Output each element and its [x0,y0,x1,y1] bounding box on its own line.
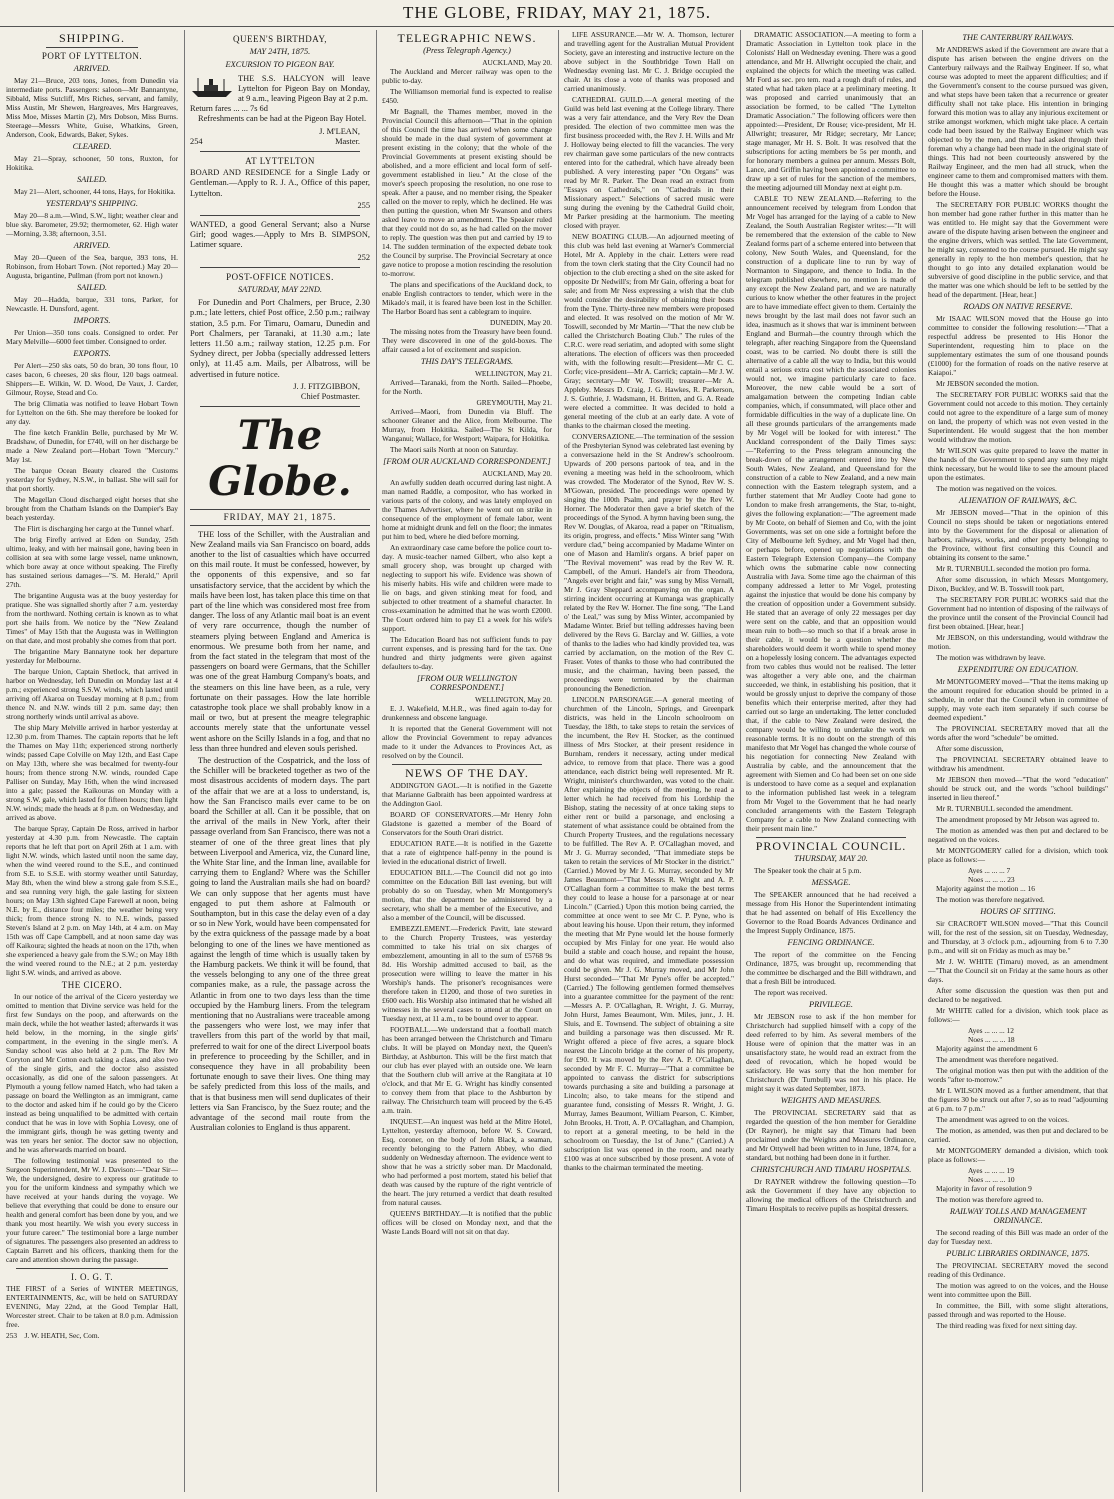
paragraph: EDUCATION BILL.—The Council did not go into committee on the Education Bill last evening, but will probably do so on Tuesday, when Mr Montgomery's motion, that the department be administered by a secretary, who shall be a member of the Executive, and also a member of the Council, will be discussed. [382,868,552,922]
post-office-date: SATURDAY, MAY 22ND. [237,285,323,295]
paragraph: After some discussion, [936,744,1004,753]
paragraph: May 20—Hadda, barque, 331 tons, Parker, for Newcastle. H. Dunsford, agent. [6,295,178,313]
paragraph: May 21—Alert, schooner, 44 tons, Hays, for Hokitika. [14,187,176,196]
dateline-location: GREYMOUTH, May 21. [476,398,552,407]
subheading: [FROM OUR WELLINGTON CORRESPONDENT.] [417,674,517,692]
dateline-location: WELLINGTON, May 20. [474,695,552,704]
division-majority: Majority against the amendment 6 [936,1044,1038,1053]
paragraph: Arrived—Maori, from Dunedin via Bluff. The schooner Gleaner and the Alice, from Melbourne. The Murray, from Hokitika. Sailed—The St Kilda, for Wanganui; Wallace, for Westport; Waipara, for Hokitika. [382,407,552,443]
subheading: HOURS OF SITTING. [980,907,1056,916]
paragraph: Dr RAYNER withdrew the following question—To ask the Government if they have any objection to allowing the medical officers of the Christchurch and Timaru Hospitals to receive pupils as hospital dressers. [746,1177,916,1213]
paragraph: The brig Firefly arrived at Eden on Sunday, 25th ultimo, leaky, and with her mainsail gone, having been in collision at sea with some large vessel, name unknown, which bore away at once without speaking. The Firefly has sustained serious damages—"S. M. Herald," April 27th. [6,535,178,589]
column-rule [376,30,377,1492]
paragraph: The amendment proposed by Mr Jebson was agreed to. [936,815,1100,824]
paragraph: The amendment was therefore negatived. [936,1055,1059,1064]
division-noes: Noes ... ... ... 18 [968,1035,1015,1044]
cicero-heading: THE CICERO. [61,980,123,990]
division-majority: Majority against the motion ... 16 [936,884,1035,893]
column-rule [558,30,559,1492]
paragraph: NEW BOATING CLUB.—An adjourned meeting of this club was held last evening at Warner's Commercial Hotel, Mr A. Appleby in the chair. Letters were read from the town clerk stating that the City Council had no objection to the club erecting a shed on the site asked for opposite Dr Nedwill's; from Mr Gain, offering a boat for sale; and from Mr Ness expressing a wish that the club would consider the desirability of obtaining their boats from the Tyne. Thirty-three new members were proposed and elected. It was resolved on the motion of Mr W. Toswill, seconded by Mr Martin—"That the new club be called the Christchurch Boating Club." The rules of the C.R.C. were read seriatim, and adopted with some slight alterations. The election of officers was then proceeded with, with the following result:—President—Mr C. C. Corfe; vice-president—Mr A. Carrick; captain—Mr J. W. Gray; secretary—Mr W. Toswill; treasurer—Mr A. Appleby. Messrs D. Craig, J. G. Hawkes, R. Parkerson, J. S. Guthrie, J. Wadsmann, H. Britten, and G. A. Reade were elected a committee. It was decided to hold a general meeting of the club at an early date. A vote of thanks to the chairman closed the meeting. [564,232,734,430]
ad-heading: QUEEN'S BIRTHDAY, [232,34,328,44]
divider [756,837,906,838]
paragraph: The PROVINCIAL SECRETARY obtained leave to withdraw his amendment. [928,755,1108,773]
paragraph: The ship Mary Melville arrived in harbor yesterday at 12.30 p.m. from Thames. The captain reports that he left the Thames on May 11th; experienced strong northerly winds; passed Cape Colville on May 12th, and East Cape on May 13th, where she was becalmed for twenty-four hours; from thence strong N.W. winds, rounded Cape Palliser on Sunday, May 16th, when the wind increased into a gale; passed the Kaikouras on Monday with a strong S.W. gale, which lasted for fifteen hours; then light N.W. winds; made the heads at 8 p.m. on Wednesday, and arrived as above. [6,723,178,822]
column-telegraphic [382,30,552,1492]
paragraph: The SECRETARY FOR PUBLIC WORKS said that the Government could not accede to this motion. They certainly could not agree to the expenditure of a large sum of money on land, the property of which was not even vested in the Superintendent. He would suggest that the hon member would withdraw the motion. [928,390,1108,444]
paragraph: An extraordinary case came before the police court to-day. A music-teacher named Gilbert, who also kept a small grocery shop, was brought up charged with neglecting to support his wife. Evidence was shown of his miserly habits. His wife and children were made to lie on bags, and given stinking meat for food, and subjected to other treatment of a shameful character. In cross-examination he admitted that he was worth £2000. The Court ordered him to pay £1 a week for his wife's support. [382,543,552,633]
divider [200,406,360,407]
paragraph: Mr R. TURNBULL seconded the motion pro forma. [936,564,1091,573]
division-ayes: Ayes ... ... ... 19 [968,1166,1014,1175]
paragraph: The PROVINCIAL SECRETARY moved that all the words after the word "schedule" be omitted. [928,724,1108,742]
paragraph: Mr JEBSON rose to ask if the hon member for Christchurch had supplied himself with a copy of the deed referred to by him. As several members of the House were of opinion that the matter was in an unsatisfactory state, he would read an extract from the deed of revocation, which he hoped would be satisfactory. He was sorry that the hon member for Christchurch (Dr Turnbull) was not in his place. He might say it was dated September, 1873. [746,1012,916,1093]
paragraph: The missing notes from the Treasury have been found. They were discovered in one of the gold-boxes. The affair caused a lot of excitement and suspicion. [382,327,552,354]
division-ayes: Ayes ... ... ... 12 [968,1026,1014,1035]
paragraph: Mr MONTGOMERY demanded a division, which took place as follows:— [928,1146,1108,1164]
ad-subheading: EXCURSION TO PIGEON BAY. [225,60,335,70]
advert-signature: 253 J. W. HEATH, Sec, Com. [6,1331,100,1340]
paragraph: The Williamson memorial fund is expected to realise £450. [382,87,552,105]
paragraph: The PROVINCIAL SECRETARY moved the second reading of this Ordinance. [928,1261,1108,1279]
subheading: PRIVILEGE. [809,1000,853,1009]
paragraph: An awfully sudden death occurred during last night. A man named Raddle, a compositor, who has worked in various parts of the colony, and was lately employed on the Thames Advertiser, where he went out on strike in consequence of the employment of female labor, went home at midnight drunk and fell on the floor; the inmates put him to bed, where he died before morning. [382,478,552,541]
ad-date: MAY 24TH, 1875. [249,47,311,57]
divider [200,215,360,216]
paragraph: Mr JEBSON seconded the motion. [936,379,1039,388]
paragraph: Mr JEBSON moved—"That in the opinion of this Council no steps should be taken or negotiations entered into by the Government for the disposal or alienation of harbors, railways, works, and other property belonging to the Province, without first consulting this Council and obtaining its consent to the same." [928,508,1108,562]
paragraph: ADDINGTON GAOL.—It is notified in the Gazette that Marianne Galbraith has been appointed wardress at the Addington Gaol. [382,781,552,808]
paragraph: The barque Ocean Beauty cleared the Customs yesterday for Sydney, N.S.W., in ballast. She will sail for that port shortly. [6,466,178,493]
column-rule [740,30,741,1492]
post-office-heading: POST-OFFICE NOTICES. [226,271,334,282]
iogt-heading: I. O. G. T. [71,1272,113,1282]
paragraph: After some discussion, in which Messrs Montgomery, Dixon, Buckley, and W. B. Tosswill took part, [928,575,1108,593]
paragraph: The original motion was then put with the addition of the words "after to-morrow." [928,1066,1108,1084]
paragraph: The Auckland and Mercer railway was open to the public to-day. [382,67,552,85]
divider [46,47,138,48]
subheading: WEIGHTS AND MEASURES. [780,1096,882,1105]
subheading: CHRISTCHURCH AND TIMARU HOSPITALS. [750,1165,912,1174]
paragraph: Mr MONTGOMERY moved—"That the items making up the amount required for education should be printed in a schedule, in order that the Council when in committee of supply, may vote each item separately if such course be deemed expedient." [928,677,1108,722]
column-rule [922,30,923,1492]
advert-number: 255 [357,200,370,210]
ad-signature: J. M'LEAN, [319,126,360,136]
paragraph: May 21—Bruce, 203 tons, Jones, from Dunedin via intermediate ports. Passengers: saloon—Mr Bannantyne, Sibbald, Miss Sutcliff, Mrs Riches, servant, and family, Miss Austin, Mr Shewen, Hargreaves, Mrs Hargreaves, Miss Moe, Misses Martin (2), Mrs Dobson, Miss Burns. Steerage—Messrs White, Guise, Whatkins, Green, Anderson, Cook, Edwards, Baker, Sykes. [6,76,178,139]
paragraph: The motion was therefore agreed to. [936,1195,1044,1204]
advert: WANTED, a good General Servant; also a Nurse Girl; good wages.—Apply to Mrs B. SIMPSON, Latimer square. [190,220,370,250]
paragraph: The barque Union, Captain Shetlock, that arrived in harbor on Wednesday, left Dunedin on Monday last at 4 p.m.; experienced strong S.S.W. winds, which lasted until arriving off Akaroa on Tuesday morning at 8 p.m.; from thence N. and N.W. winds till 2 p.m. same day; then strong northerly winds until arrival as above. [6,667,178,721]
paragraph: The motion was agreed to on the voices, and the House went into committee upon the Bill. [928,1281,1108,1299]
paragraph: Mr Bagnall, the Thames member, moved in the Provincial Council this afternoon—"That in the opinion of this Council the time has arrived when some change should be made in the dual system of government at present existing in the colony; that the whole of the Provincial Governments at present existing should be abolished, and a more efficient and local form of self-government established in lieu." At the close of the mover's speech proposing the resolution, no one rose to speak. After a pause, and no member rising, the Speaker called on the mover to reply, which he declined. He was then putting the question, when Mr Swanson and others asked leave to move an amendment. The Speaker ruled that they could not do so, as he had called on the mover to reply. The question was then put and carried by 19 to 14. The sudden termination of the expected debate took the Council by surprise. The Provincial Secretary at once gave notice to propose a motion rescinding the resolution to-morrow. [382,107,552,278]
divider [200,151,360,152]
paragraph: The barque Spray, Captain De Ross, arrived in harbor yesterday at 4.30 p.m. from Newcastle. The captain reports that he left that port on April 26th at 1 a.m. with light N.W. winds, which lasted until noon the same day, when the wind veered round to the S.E., and continued from S.E. to S.S.E. with stormy weather until Saturday, May 8th, when the wind blew a strong gale from S.S.E., and sea running very high, the gale lasting for sixteen hours; on May 13th sighted Cape Farewell at noon, being N.E. by E., distance four miles; the weather being very thick; from thence strong N. to N.E. winds, passed Steven's Island at 2 p.m. on May 14th, at 4 a.m. on May 15th was off Cape Campbell, and at noon same day was off Kaikoura; sighted the heads at noon on the 17th, when she experienced a heavy gale from the S.W.; on May 18th the wind veered round to the N.E.; at 2 p.m. yesterday light S.W. winds, and arrived as above. [6,824,178,977]
paragraph: The third reading was fixed for next sitting day. [936,1321,1077,1330]
paragraph: The Speaker took the chair at 5 p.m. [754,866,862,875]
subheading: YESTERDAY'S SHIPPING. [45,199,139,208]
paragraph: Sir CRACROFT WILSON moved—"That this Council will, for the rest of the session, sit on Tuesday, Wednesday, and Thursday, at 3 o'clock p.m., adjourning from 6 to 7.30 p.m., and will sit on Friday as much as may be." [928,919,1108,955]
paragraph: BOARD OF CONSERVATORS.—Mr Henry John Gladstone is gazetted a member of the Board of Conservators for the South Orari district. [382,810,552,837]
dateline-location: WELLINGTON, May 21. [474,369,552,378]
paragraph: The plans and specifications of the Auckland dock, to enable English contractors to tender, which were in the Mikado's mail, it is feared have been lost in the Schiller. The Harbor Board has sent a cablegram to inquire. [382,280,552,316]
paragraph: INQUEST.—An inquest was held at the Mitre Hotel, Lyttelton, yesterday afternoon, before W. S. Coward, Esq, coroner, on the body of John Black, a seaman, recently belonging to the Pattern Abbey, who died suddenly on Wednesday afternoon. The evidence went to show that he was a strictly sober man. Dr Macdonald, who had performed a post mortem, stated his belief that death was caused by the rupture of the right ventricle of the heart. The jury returned a verdict that death resulted from natural causes. [382,1117,552,1207]
divider [16,1268,168,1269]
paragraph: Mr I. WILSON moved as a further amendment, that that the figures 30 be struck out after 7, so as to read "adjourning at 6 p.m. to 7 p.m." [928,1086,1108,1113]
paragraph: The report of the committee on the Fencing Ordinance, 1875, was brought up, recommending that the committee be discharged and the Bill withdrawn, and that a fresh Bill be introduced. [746,950,916,986]
paragraph: The PROVINCIAL SECRETARY said that as regarded the question of the hon member for Geraldine (Dr Rayner), he might say that Timaru had been proclaimed under the Weights and Measures Ordinance, and Mr Ottywell had been written to in June, 1874, for a standard, but nothing had been done in it further. [746,1108,916,1162]
paragraph: The Magellan Cloud discharged eight horses that she brought from the Chatham Islands on the Dampier's Bay beach yesterday. [6,495,178,522]
advert-number: 252 [357,252,370,262]
post-office-signature: J. J. FITZGIBBON, [293,381,360,391]
dateline-location: DUNEDIN, May 20. [490,318,552,327]
division-noes: Noes ... ... ... 23 [968,875,1015,884]
paragraph: The following testimonial was presented to the Surgeon Superintendent, Mr W. J. Davison:—"Dear Sir—We, the undersigned, desire to express our gratitude to you for the uniform kindness and sympathy which we have received at your hands during the voyage. We believe that everything that could be done to ensure our health and general comfort has been done by you, and we thank you most heartily. We wish you every success in your future career." The testimonial bore a large number of signatures. The passengers also presented an address to Captain Barrett and his officers, thanking them for the care and attention shown during the passage. [6,1156,178,1264]
council-date: THURSDAY, MAY 20. [794,854,868,863]
column-council-continued [928,30,1108,1492]
paragraph: The SECRETARY FOR PUBLIC WORKS thought the hon member had gone rather further in this matter than he was entitled to. He might say that the Government were aware of the dispute having arisen between the engineer and the engine drivers, which was settled. The late Government, he might say, consented to the course pursued. He might say generally in reply to the hon member's question, that he thought to go into any detailed explanation would be subversive of good discipline in the public service, and that the matter was one which should be left to be settled by the head of the department. [Hear, hear.] [928,200,1108,299]
paragraph: Per Alert—250 sks oats, 50 do bran, 30 tons flour, 10 cases bacon, 6 cheeses, 20 sks flour, 120 bags oatmeal. Shippers—E. Wilkin, W. D. Wood, De Vaux, J. Carder, Gilmour, Royse, Stead and Co. [6,361,178,397]
ad-fares: Return fares ... ... 7s 6d [190,104,268,114]
dateline: FRIDAY, MAY 21, 1875. [190,509,370,525]
paragraph: The motion, as amended, was then put and declared to be carried. [928,1126,1108,1144]
subheading: EXPORTS. [73,349,111,358]
advert-number: 253 [6,1331,18,1340]
shipping-heading: SHIPPING. [58,31,125,45]
column-local-news [564,30,734,1492]
subheading: ARRIVED. [73,241,111,250]
editorial-paragraph: The destruction of the Cospatrick, and the loss of the Schiller will be bracketed together as two of the most disastrous accidents of modern days. The part of the affair that we are at a loss to understand, is, how the San Francisco mails ever came to be on board the Schiller at all. Can it be possible, that on the arrival of the mails in New York, after their passage overland from San Francisco, there was not a steamer of one of the three great lines that ply between Liverpool and America, viz, the Cunard line, the White Star line, and the Inman line, available for carrying them to England? Where was the Schiller going to land the Australian mails she had on board? We can only suppose that her agents must have engaged to put them ashore at Falmouth or Southampton, but in this case the delay even of a day or so in New York, would have been compensated for by the extra quickness of the passage made by a boat belonging to one of the lines we have mentioned as against the length of time which is usually taken by the Hamburg packets. We think it will be found, that the vessels belonging to any one of the three great companies make, as a rule, the passage across the Atlantic in from one to two days less than the time occupied by the Hamburg liners. From the telegram mentioning that no Australians were traceable among the passengers who were lost, we may infer that travellers from this part of the world by that mail, preferred to wait for one of the direct Liverpool boats in preference to proceeding by the Schiller, and in consequence they have in all probability been fortunate enough to save their lives. One thing may be safely predicted from this loss of the mails, and that is that business men will send duplicates of their letters via San Francisco, by the Suez route; and the advantage of the second mail route from the Australian colonies to England is thus apparent. [190,755,370,1133]
column-shipping [6,30,178,1492]
subheading: ALIENATION OF RAILWAYS, &C. [958,496,1078,505]
telegraphic-heading: TELEGRAPHIC NEWS. [397,31,537,45]
paragraph: LINCOLN PARSONAGE.—A general meeting of churchmen of the Lincoln, Springs, and Greenpark districts, was held in the Lincoln schoolroom on Tuesday, the 18th, to take steps to retain the services of the incumbent, the Rev H. Stocker, as the continued illness of Mrs Stocker, at their present residence in Burnham, renders it necessary, acting under medical advice, to remove from that place. There was a good attendance, each district being well represented. Mr R. Wright, minister's churchwarden, was voted to the chair. After explaining the objects of the meeting, he read a letter which he had received from his Lordship the Bishop, stating the necessity of at once taking steps to either rent or build a parsonage, and enclosing a statement of what assistance could be obtained from the Church Property Trustees, and the regulations necessary to be fulfilled. The Rev A. P. O'Callaghan moved, and Mr J. G. Murray seconded, "That immediate steps be taken to retain the services of Mr Stocker in the district." (Carried.) Moved by Mr J. G. Murray, seconded by Mr James Beaumont—"That Messrs R. Wright and A. P. O'Callaghan form a committee to make the best terms they could to lease a house for a parsonage at or near Lincoln." (Carried.) Upon this motion being carried, the committee at once went to see Mr C. P. Pyne, who is about leaving his house. Upon their return, they informed the meeting that Mr Pyne would let the house formerly occupied by Mrs Finlay for one year. He would also build a stable and coach house, and repaint the house, and do what was required, and immediate possession could be given. Mr J. G. Murray moved, and Mr John Hurst seconded—"That Mr Pyne's offer be accepted." (Carried.) The following gentlemen formed themselves into a guarantee committee for the payment of the rent:—Messrs A. P. O'Callaghan, R. Wright, J. G. Murray, John Hurst, James Beaumont, Wm. Miles, junr., J. H. Sluis, and E. Townsend. The subject of obtaining a site and building a parsonage was then discussed. Mr R. Wright offered a piece of five acres, a square block nearest the Lincoln bridge at the corner of his property, for £90. It was moved by the Rev A. P. O'Callaghan, seconded by Mr F. C. Murray—"That a committee be appointed to canvass the district for subscriptions towards purchasing a site and building a parsonage at Lincoln; also, to take means for the stipend and guarantee fund, consisting of Messrs R. Wright, J. G. Murray, James Beaumont, William Pearson, C. Kimber, John Brooks, H. Trott, A. P. O'Callaghan, and Champion, to report at a general meeting, to be held in the schoolroom on Tuesday, the 1st of June." (Carried.) A subscription list was opened in the room, and nearly £100 was at once subscribed by those present. A vote of thanks to the chairman terminated the meeting. [564,695,734,1172]
column-editorial [190,30,370,1492]
paragraph: The second reading of this Bill was made an order of the day for Tuesday next. [928,1228,1108,1246]
paragraph: Mr MONTGOMERY called for a division, which took place as follows:— [928,846,1108,864]
paragraph: The motion was withdrawn by leave. [936,653,1046,662]
paragraph: The fine ketch Franklin Belle, purchased by Mr W. Bradshaw, of Dunedin, for £740, will on her discharge be made a New Zealand port—Hobart Town "Mercury." May 1st. [6,428,178,464]
ad-body: THE S.S. HALCYON will leave Lyttelton for Pigeon Bay on Monday, at 9 a.m., leaving Pigeon Bay at 2 p.m. [190,74,370,105]
subheading: THE CANTERBURY RAILWAYS. [962,33,1074,42]
subheading: MESSAGE. [811,878,851,887]
ad-footer: 254 Master. [190,136,360,146]
subheading: CLEARED. [72,142,112,151]
paragraph: After some discussion the question was then put and declared to be negatived. [928,986,1108,1004]
division-ayes: Ayes ... ... ... 7 [968,866,1011,875]
paragraph: The report was received. [754,988,828,997]
paragraph: EDUCATION RATE.—It is notified in the Gazette that a rate of eightpence half-penny in the pound is levied in the educational district of Irwell. [382,839,552,866]
subheading: RAILWAY TOLLS AND MANAGEMENT ORDINANCE. [949,1207,1087,1225]
paragraph: Mr R. TURNBULL seconded the amendment. [936,804,1073,813]
subheading: FENCING ORDINANCE. [787,938,875,947]
paragraph: In committee, the Bill, with some slight alterations, passed through and was reported to the House. [928,1301,1108,1319]
masthead: THE GLOBE, FRIDAY, MAY 21, 1875. [0,0,1114,27]
subheading: THIS DAY'S TELEGRAMS. [420,357,514,366]
divider [200,267,360,268]
paragraph: Mr J. W. WHITE (Timaru) moved, as an amendment—"That the Council sit on Friday at the same hours as other days. [928,957,1108,984]
paragraph: May 20—8 a.m.—Wind, S.W., light; weather clear and blue sky. Barometer, 29.92; thermometer, 62. High water—Morning, 3.38; afternoon, 3.51. [6,211,178,238]
ad-heading: AT LYTTELTON [245,156,315,167]
post-office-role: Chief Postmaster. [300,392,360,402]
dateline-location: AUCKLAND, May 20. [482,58,552,67]
paragraph: Mr JEBSON, on this understanding, would withdraw the motion. [928,633,1108,651]
paragraph: Per Union—350 tons coals. Consigned to order. Per Mary Melville—6000 feet timber. Consigned to order. [6,328,178,346]
paragraph: The SECRETARY FOR PUBLIC WORKS said that the Government had no intention of disposing of the railways of the province until the consent of the Provincial Council had first been obtained. [Hear, hear.] [928,595,1108,631]
paragraph: Mr WILSON was quite prepared to leave the matter in the hands of the Government to spend any sum they might think necessary, but he would like to see the amount placed upon the estimates. [928,446,1108,482]
subheading: ARRIVED. [73,64,111,73]
subheading: EXPENDITURE ON EDUCATION. [957,665,1079,674]
paragraph: May 20—Queen of the Sea, barque, 393 tons, H. Robinson, from Hobart Town. (Not reported.) May 20—Augusta, brigantine, Pullman (from port not known.) [6,253,178,280]
column-rule [184,30,185,1492]
paragraph: The motion as amended was then put and declared to be negatived on the voices. [928,826,1108,844]
paragraph: CONVERSAZIONE.—The termination of the session of the Presbyterian Synod was celebrated last evening by a conversazione held in the St Andrew's schoolroom. Upwards of 200 persons partook of tea, and in the evening a meeting was held in the schoolroom, which was crowded. The Moderator of the Synod, Rev W. S. M'Gowan, presided. The proceedings were opened by singing the 100th Psalm, and prayer by the Rev W. Horner. The Moderator then gave a brief sketch of the proceedings of the Synod. A hymn having been sung, the Rev W. Douglas, of Akaroa, read a paper on "Ritualism, its origin, progress, and effects." Miss Winter sang "With verdure clad," being accompanied by Madame Winter on one of Mason and Hamlin's organs. A brief paper on "The Revival movement" was read by the Rev W. R. Campbell, of the Amuri. Handel's air from Theodora, "Angels ever bright and fair," was sung by Miss Vernall, Mr J. Gray Sheppard accompanying on the organ. A stirring incident occurring at Kumanga was graphically related by the Rev W. Horner. The fine song, "The Land o' the Leal," was sung by Miss Winter, accompanied by Madame Winter. Brief but telling addresses having been delivered by the Revs G. Barclay and W. Gillies, a vote of thanks to the ladies who had kindly provided tea, was carried by acclamation, on the motion of the Rev C. Fraser. Votes of thanks to those who had contributed the music, and the chairman, having been passed, the proceedings were terminated by the chairman pronouncing the Benediction. [564,432,734,693]
advert: BOARD AND RESIDENCE for a Single Lady or Gentleman.—Apply to R. J. A., Office of this paper, Lyttelton. [190,168,370,198]
dateline-location: AUCKLAND, May 20. [482,469,552,478]
paragraph: The amendment was agreed to on the voices. [936,1115,1069,1124]
paragraph: Refreshments can be had at the Pigeon Bay Hotel. [198,114,367,124]
paragraph: The brig Climatia was notified to leave Hobart Town for Lyttelton on the 6th. She may therefore be looked for any day. [6,399,178,426]
paragraph: Mr JEBSON then moved—"That the word "education" should be struck out, and the words "school buildings" inserted in lieu thereof." [928,775,1108,802]
paragraph: In our notice of the arrival of the Cicero yesterday we omitted to mention that Divine service was held for the first few Sundays on the poop, and afterwards on the main deck, while the hot weather lasted; afterwards it was held below, in the morning, in the single girls' compartment, in the evening in the single men's. A Sunday school was also held at 2 p.m. The Rev Mr Coryton and Mr Cotton each taking a class, and also two of the single girls, and the doctor also assisted occasionally, as did one of the saloon passengers. At Plymouth a young fellow named Hatch, who had taken a passage on board the Wellington as an immigrant, came to the doctor and asked him if he could go by the Cicero instead as being unqualified to be admitted with certain conduct that he was in love with Sophia Lovesy, one of the immigrant girls, though he was getting twenty and was ten years her senior. The doctor saw no objection, and he was afterwards married on board. [6,992,178,1154]
subheading: SAILED. [76,283,107,292]
subheading: IMPORTS. [73,316,111,325]
subheading: PUBLIC LIBRARIES ORDINANCE, 1875. [946,1249,1090,1258]
paragraph: The motion was negatived on the voices. [936,484,1057,493]
subheading: SAILED. [76,175,107,184]
divider [392,764,542,765]
news-of-the-day-heading: NEWS OF THE DAY. [405,766,529,780]
division-majority: Majority in favor of resolution 9 [936,1184,1032,1193]
editorial-paragraph: THE loss of the Schiller, with the Australian and New Zealand mails via San Francisco on board, adds another to the list of casualties which have occurred on this mail route. It must be confessed, however, by the opponents of this expensive, and so far unsatisfactory service, that the accident by which the mails have been lost, has taken place this time on that part of the line which was considered most free from danger. The loss of any Atlantic mail boat is an event of very rare occurrence, though the number of steamers plying between England and America is enormous. We presume both from her name, and from the fact stated in the telegram that most of the passengers on board were Germans, that the Schiller was one of the great Hamburg Company's boats, and the steamers on this line have been, as a rule, very fortunate on their passages. How the late horrible catastrophe took place we shall probably know in a mail or two, but at present the meagre telegraphic accounts merely state that the unfortunate vessel went ashore on the Scilly Islands in a fog, and that no less than three hundred and eleven souls perished. [190,529,370,753]
advert: THE FIRST of a Series of WINTER MEETINGS, ENTERTAINMENTS, &c, will be held on SATURDAY EVENING, May 22nd, at the Good Templar Hall, Worcester street. Chair to be taken at 8.0 p.m. Admission free. [6,1284,178,1329]
subheading: [FROM OUR AUCKLAND CORRESPONDENT.] [383,457,551,466]
agency: (Press Telegraph Agency.) [423,46,511,55]
division-noes: Noes ... ... ... 10 [968,1175,1015,1184]
subheading: ROADS ON NATIVE RESERVE. [963,302,1073,311]
paragraph: It is reported that the General Government will not allow the Provincial Government to repay advances made to it under the Advances to Provinces Act, as resolved on by the Council. [382,724,552,760]
paragraph: DRAMATIC ASSOCIATION.—A meeting to form a Dramatic Association in Lyttelton took place in the Colonists' Hall on Wednesday evening. There was a good attendance, and Mr H. Allwright occupied the chair, and explained the objects for which the meeting was called. Mr Ford as sec. pro tem. read a rough draft of rules, and stated what had taken place at a preliminary meeting. It was proposed and carried unanimously that an association be formed, to be called "The Lyttelton Dramatic Association." The following officers were then appointed:—President, Dr Rouse; vice-president, Mr H. Allwright; treasurer, Mr Ridge; secretary, Mr Lance; stage manager, Mr H. S. Bolt. It was resolved that the subscriptions for acting members be 5s per month, and for honorary members a guinea per annum. Messrs Bolt, Lance, and Griffin having been appointed a committee to draw up a set of rules for the sanction of the members, the meeting adjourned till Monday next at eight p.m. [746,30,916,192]
paragraph: The Education Board has not sufficient funds to pay current expenses, and is pressing hard for the tax. One hundred and thirty judgments were given against defaulters to-day. [382,635,552,671]
newspaper-logo: The Globe. [208,412,352,506]
paragraph: E. J. Wakefield, M.H.R., was fined again to-day for drunkenness and obscene language. [382,704,552,722]
paragraph: Mr ISAAC WILSON moved that the House go into committee to consider the following resolution:—"That a respectful address be presented to His Honor the Superintendent, requesting him to place on the supplementary estimates the sum of one thousand pounds (£1000) for the formation of roads on the native reserve at Kaiapoi." [928,314,1108,377]
paragraph: The brigantine Augusta was at the buoy yesterday for pratique. She was signalled shortly after 7 a.m. yesterday from the northward. Nothing certain is known as to what port she hails from. We notice by the "New Zealand Times" of May 15th that the Augusta was in Wellington on that date, and most probably she comes from that port. [6,591,178,645]
paragraph: Arrived—Taranaki, from the North. Sailed—Phoebe, for the North. [382,378,552,396]
port-heading: PORT OF LYTTELTON. [41,51,143,61]
paragraph: The brigantine Mary Bannatyne took her departure yesterday for Melbourne. [6,647,178,665]
column-council [746,30,916,1492]
paragraph: EMBEZZLEMENT.—Frederick Pavitt, late steward to the Church Property Trustees, was yesterday committed to take his trial on six charges of embezzlement, amounting in all to the sum of £5768 9s 8d. His Worship admitted accused to bail, as the prosecution were willing to leave the matter in his Worship's hands. The prisoner's recognisances were therefore taken in £1200, and those of two sureties in £600 each. His Worship also intimated that he wished all witnesses in the several cases to attend at the Court on Tuesday next, at 11 a.m., to be bound over to appear. [382,924,552,1023]
paragraph: CATHEDRAL GUILD.—A general meeting of the Guild was held last evening at the College library. There was a very fair attendance, and the Very Rev the Dean presided. The election of two committee men was the first business proceeded with, the Rev J. H. Wills and Mr J. Holloway being elected to fill the vacancies. The very rev chairman gave some particulars of the new contracts entered into for the cathedral, which have already been published. A very interesting paper "On Organs" was read by Mr R. Parker. The Dean read an extract from "Essays on Cathedrals," on "Cathedrals in their Missionary aspect." Selections of sacred music were sung during the evening by the Cathedral Guild choir, Mr Parker presiding at the harmonium. The meeting closed with prayer. [564,95,734,230]
paragraph: CABLE TO NEW ZEALAND.—Referring to the announcement received by telegram from London that Mr Vogel has arranged for the laying of a cable to New Zealand, the South Australian Register writes:—"It will be remembered that the extension of the cable to New Zealand forms part of a scheme entered into between that colony, New South Wales, and Queensland, for the construction of a duplicate line to run by way of Normanton to Singapore, and thence to India. In the telegram published elsewhere, no mention is made of any except the New Zealand part, and we are naturally curious to know whether the other features in the project are to have immediate effect given to them. Certainly the news brought by the last mail does not favor such an idea, inasmuch as it shows that war is imminent between England and Burmah—the country through which the telegraph, after reaching Singapore from the Queensland coast, was to be carried. No doubt there is still the alternative of a cable all the way to India, but this would entail a serious extra cost which the associated colonies would not, we imagine particularly care to face. Moreover, the new cable would be a sort of amalgamation between the competing Indian cable companies, which, if consummated, will place other and formidable difficulties in the way of a duplicate line. On all these grounds particulars of the arrangements made by Mr Vogel will be looked for with interest." The Auckland correspondent of the Daily Times says:—"Referring to the Press telegram announcing the break-down of the arrangement entered into by New South Wales, New Zealand, and Queensland for the construction of a cable to New Zealand, and a new main connection with the Eastern telegraph system, and a further statement that Mr Audley Coote had gone to London to make fresh arrangements, the Star, to-night, gives the following explanation:—"The agreement made by Mr Coote, on behalf of Siemen and Co, with the joint Governments, was set on one side a fortnight before the City of Melbourne left Sydney, and Mr Vogel had then, or perhaps before, opened up negotiations with the Eastern Telegraph Extension Company—the Company which owns the submarine cable now connecting Australia with Java. Some time ago the chairman of this company addressed a letter to Mr Vogel, protesting against the injustice that would be done his company by the creation of opposition under a Government subsidy. He stated that an average of only 22 messages per day were sent on the cable, and that an opposition would mean ruin to both—so much so that if a break arose in their cable, it would be a question whether the shareholders would deem it worth while to spend money on a hopelessly losing concern. The advantages expected from two cables thus would not be realised. The letter was altogether a very able one, and the chairman succeeded, we think, in establishing his position, that it would be grossly unjust to deprive the company of those benefits which their enterprise merited, after they had carried out so large an undertaking. The letter concluded that, if the cable to New Zealand were desired, the company would be willing to undertake the work on reasonable terms. It is no doubt on the strength of this manifesto that Mr Vogel has changed the whole course of his negotiation for connecting New Zealand with Australia by cable, and the announcement that the agreement with Siemen and Co had been set on one side is understood to have come as a sequel and explanation to the information published last week in a telegram from Mr Vogel to the Government that he had nearly concluded arrangements with the Eastern Telegraph Company for a cable to New Zealand connecting with their present main line." [746,194,916,833]
paragraph: LIFE ASSURANCE.—Mr W. A. Thomson, lecturer and travelling agent for the Australian Mutual Provident Society, gave an interesting and instructive lecture on the above subject in the Southbridge Town Hall on Wednesday evening last. Mr C. J. Bridge occupied the chair. At its close a vote of thanks was proposed and carried unanimously. [564,30,734,93]
paragraph: The Maori sails North at noon on Saturday. [390,445,519,454]
provincial-council-heading: PROVINCIAL COUNCIL. [755,839,907,853]
paragraph: The motion was therefore negatived. [936,895,1045,904]
paragraph: Mr WHITE called for a division, which took place as follows:— [928,1006,1108,1024]
paragraph: The SPEAKER announced that he had received a message from His Honor the Superintendent intimating that he had assented on behalf of His Excellency the Governor to the Road Boards Advances Ordinance and the Imprest Supply Ordinance, 1875. [746,890,916,935]
paragraph: QUEEN'S BIRTHDAY.—It is notified that the public offices will be closed on Monday next, and that the Waste Lands Board will not sit on that day. [382,1209,552,1236]
paragraph: Mr ANDREWS asked if the Government are aware that a dispute has arisen between the engine drivers on the Canterbury railways and the Railway Engineer. If so, what course was adopted to meet the apparent difficulties; and if the Government's consent to the course pursued was given, and what steps have been taken that a recurrence or greater difficulty shall not take place. His intention in bringing forward this motion was to allay any injurious excitement or strike amongst workmen, which might take place. A certain code had been issued by the Railway Engineer which was objected to by the men, and they had asked through their foreman why a change had been made in the original state of things. This had not been courteously answered by the Railway Engineer, and the men had all struck, when the engineer came to them and compromised matters with them. He thought this was a matter which should be brought before the House. [928,45,1108,198]
paragraph: FOOTBALL.—We understand that a football match has been arranged between the Christchurch and Timaru clubs. It will be played on Monday next, the Queen's Birthday, at Ashburton. This will be the first match that our club has ever played with an outside one. We learn that the Southern club will arrive at the Rangitata at 10 o'clock, and that Mr E. G. Wright has kindly consented to convey them from that place to the Ashburton by railway. The Christchurch team will proceed by the 6.45 a.m. train. [382,1025,552,1115]
steamship-icon [190,76,234,98]
paragraph: May 21—Spray, schooner, 50 tons, Ruxton, for Hokitika. [6,154,178,172]
paragraph: For Dunedin and Port Chalmers, per Bruce, 2.30 p.m.; late letters, chief Post office, 2.50 p.m.; railway station, 3.5 p.m. For Timaru, Oamaru, Dunedin and Port Chalmers, per Taranaki, at 11.30 a.m.; late letters 11.50 a.m.; railway station, 12.25 p.m. For Sydney direct, per Jobba (specially addressed letters only), at 11.45 a.m. Mails, per Albatross, will be advertised in future notice. [190,298,370,379]
paragraph: The Flirt is discharging her cargo at the Tunnel wharf. [14,524,174,533]
